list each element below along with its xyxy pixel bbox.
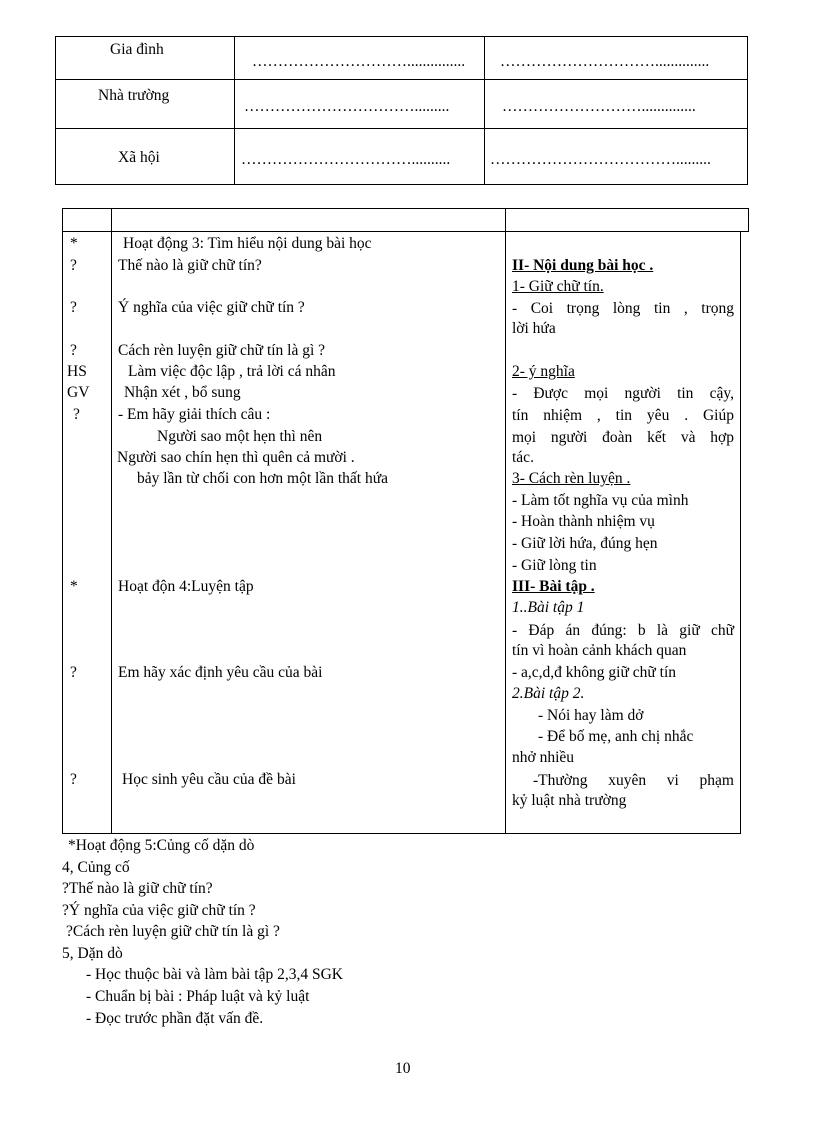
content-line: - Nói hay làm dở	[538, 707, 644, 724]
content-line: - Đáp án đúng: b là giữ chữ	[512, 622, 734, 639]
content-line: -Thường xuyên vi phạm	[533, 772, 734, 789]
row-marker: ?	[70, 299, 77, 316]
top-row-blank: …………………………...............	[252, 53, 466, 70]
proverb-line: bảy lần từ chối con hơn một lần thất hứa	[137, 470, 388, 487]
subsection-title: 1- Giữ chữ tín.	[512, 278, 604, 295]
row-marker: GV	[67, 384, 90, 401]
homework-item: - Đọc trước phần đặt vấn đề.	[86, 1010, 264, 1027]
question-text: Em hãy xác định yêu cầu của bài	[118, 664, 323, 681]
content-line: - a,c,d,đ không giữ chữ tín	[512, 664, 677, 681]
row-marker: ?	[70, 257, 77, 274]
top-row-blank: ……………………………..........	[241, 151, 451, 168]
top-table-col-divider	[484, 36, 485, 185]
row-marker: *	[70, 578, 78, 595]
top-row-label: Xã hội	[118, 149, 160, 166]
top-row-blank: ………………………..............	[502, 98, 696, 115]
section-title: 5, Dặn dò	[62, 945, 123, 962]
content-line: - Để bố mẹ, anh chị nhắc	[538, 728, 694, 745]
activity-4-title: Hoạt độn 4:Luyện tập	[118, 578, 254, 595]
top-row-blank: …………………………….........	[244, 98, 450, 115]
top-row-blank: …………………………..............	[500, 53, 710, 70]
review-question: ?Ý nghĩa của việc giữ chữ tín ?	[62, 902, 256, 919]
content-line: - Được mọi người tin cậy,	[512, 385, 734, 402]
content-line: - Coi trọng lòng tin , trọng	[512, 300, 734, 317]
row-marker: ?	[70, 771, 77, 788]
proverb-line: Người sao một hẹn thì nên	[157, 428, 323, 445]
question-text: Học sinh yêu cầu của đề bài	[122, 771, 296, 788]
subsection-title: 3- Cách rèn luyện .	[512, 470, 631, 487]
subsection-title: 2- ý nghĩa	[512, 363, 575, 380]
content-line: lời hứa	[512, 320, 556, 337]
lesson-table-col-divider	[111, 208, 112, 834]
homework-item: - Chuẩn bị bài : Pháp luật và kỷ luật	[86, 988, 310, 1005]
page-number: 10	[395, 1060, 411, 1077]
row-marker: ?	[70, 342, 77, 359]
list-item: - Làm tốt nghĩa vụ của mình	[512, 492, 689, 509]
list-item: - Hoàn thành nhiệm vụ	[512, 513, 655, 530]
content-line: mọi người đoàn kết và hợp	[512, 429, 734, 446]
content-line: tín nhiệm , tin yêu . Giúp	[512, 407, 734, 424]
list-item: - Giữ lòng tin	[512, 557, 597, 574]
section-heading: III- Bài tập .	[512, 578, 595, 595]
top-table-col-divider	[234, 36, 235, 185]
review-question: ?Thế nào là giữ chữ tín?	[62, 880, 213, 897]
content-line: kỷ luật nhà trường	[512, 792, 627, 809]
teacher-task: Nhận xét , bổ sung	[124, 384, 241, 401]
proverb-line: Người sao chín hẹn thì quên cả mười .	[117, 449, 355, 466]
row-marker: ?	[73, 406, 80, 423]
activity-5-title: *Hoạt động 5:Củng cố dặn dò	[68, 837, 255, 854]
question-text: - Em hãy giải thích câu :	[118, 406, 271, 423]
content-line: nhở nhiều	[512, 749, 575, 766]
top-table-row-divider	[55, 128, 748, 129]
question-text: Thế nào là giữ chữ tín?	[118, 257, 262, 274]
question-text: Ý nghĩa của việc giữ chữ tín ?	[118, 299, 305, 316]
content-line: tín vì hoàn cảnh khách quan	[512, 642, 687, 659]
homework-item: - Học thuộc bài và làm bài tập 2,3,4 SGK	[86, 966, 343, 983]
lesson-table-header-border	[62, 208, 749, 232]
review-question: ?Cách rèn luyện giữ chữ tín là gì ?	[66, 923, 280, 940]
list-item: - Giữ lời hứa, đúng hẹn	[512, 535, 658, 552]
row-marker: ?	[70, 664, 77, 681]
section-heading: II- Nội dung bài học .	[512, 257, 654, 274]
row-marker: *	[70, 235, 78, 252]
student-task: Làm việc độc lập , trả lời cá nhân	[128, 363, 336, 380]
top-row-label: Nhà trường	[98, 87, 170, 104]
section-title: 4, Củng cố	[62, 859, 130, 876]
top-row-label: Gia đình	[110, 41, 164, 58]
top-table-row-divider	[55, 79, 748, 80]
top-row-blank: ……………………………….........	[490, 151, 711, 168]
lesson-table-col-divider	[505, 208, 506, 834]
activity-3-title: Hoạt động 3: Tìm hiểu nội dung bài học	[123, 235, 372, 252]
row-marker: HS	[67, 363, 87, 380]
content-line: tác.	[512, 449, 534, 466]
exercise-title: 1..Bài tập 1	[512, 599, 585, 616]
exercise-title: 2.Bài tập 2.	[512, 685, 585, 702]
question-text: Cách rèn luyện giữ chữ tín là gì ?	[118, 342, 326, 359]
